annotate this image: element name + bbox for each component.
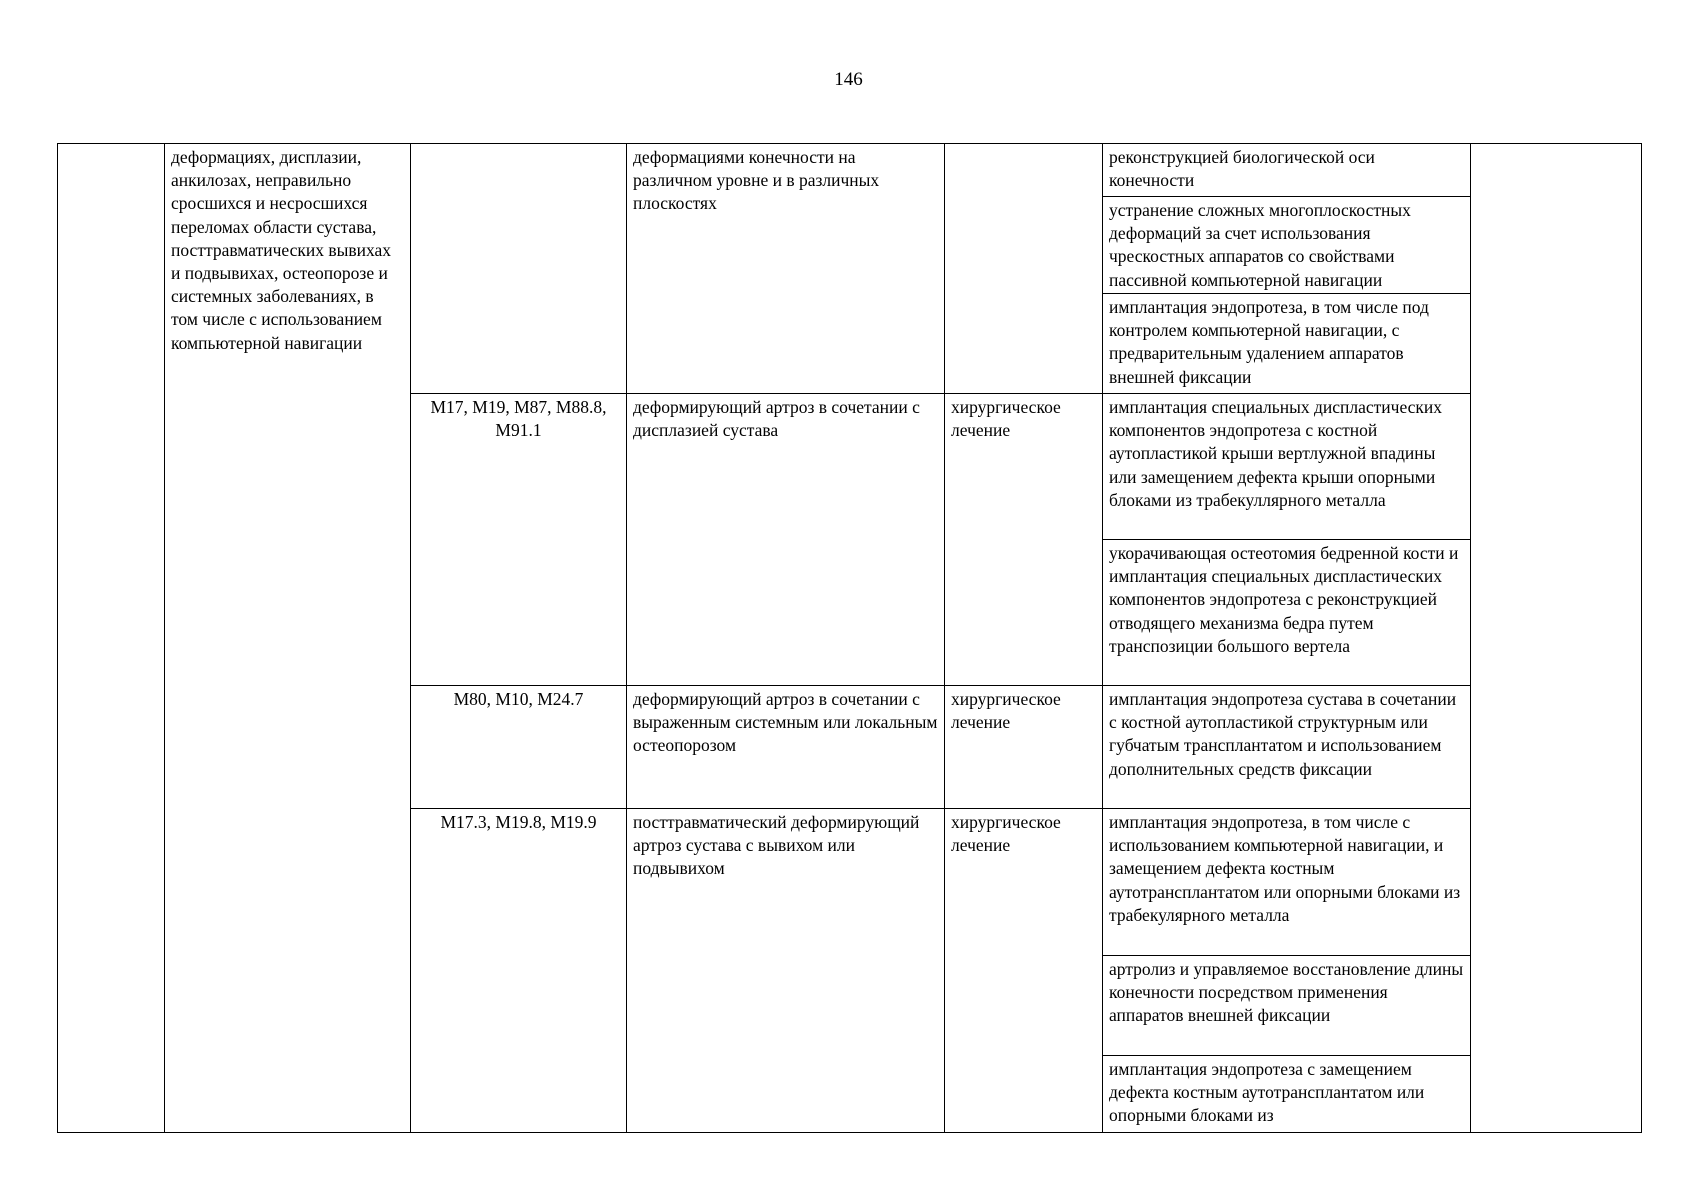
- method-cell: устранение сложных многоплоскостных деформаций за счет использования чрескостных аппаратов со свойствами пассивной компьютерной навигации: [1103, 197, 1471, 294]
- method-cell: имплантация эндопротеза сустава в сочетании с костной аутопластикой структурным или губчатым трансплантатом и использованием дополнительных средств фиксации: [1103, 686, 1471, 809]
- treatment-cell: [945, 144, 1103, 394]
- page-number: 146: [834, 69, 863, 90]
- codes-cell: [411, 144, 627, 394]
- treatment-cell: хирургическое лечение: [945, 394, 1103, 686]
- codes-cell: M17, M19, M87, M88.8, M91.1: [411, 394, 627, 686]
- method-cell: имплантация эндопротеза с замещением дефекта костным аутотрансплантатом или опорными блоками из: [1103, 1056, 1471, 1133]
- method-cell: реконструкцией биологической оси конечности: [1103, 144, 1471, 197]
- method-cell: укорачивающая остеотомия бедренной кости и имплантация специальных диспластических компонентов эндопротеза с реконструкцией отводящего механизма бедра путем транспозиции большого вертела: [1103, 540, 1471, 686]
- model-cell: деформирующий артроз в сочетании с выраженным системным или локальным остеопорозом: [627, 686, 945, 809]
- number-cell: [58, 144, 165, 1133]
- method-cell: имплантация эндопротеза, в том числе с использованием компьютерной навигации, и замещением дефекта костным аутотрансплантатом или опорными блоками из трабекулярного металла: [1103, 809, 1471, 956]
- treatment-cell: хирургическое лечение: [945, 686, 1103, 809]
- method-cell: артролиз и управляемое восстановление длины конечности посредством применения аппаратов внешней фиксации: [1103, 956, 1471, 1056]
- model-cell: деформирующий артроз в сочетании с дисплазией сустава: [627, 394, 945, 686]
- model-cell: деформациями конечности на различном уровне и в различных плоскостях: [627, 144, 945, 394]
- method-cell: имплантация специальных диспластических компонентов эндопротеза с костной аутопластикой крыши вертлужной впадины или замещением дефекта крыши опорными блоками из трабекуллярного металла: [1103, 394, 1471, 540]
- treatment-cell: хирургическое лечение: [945, 809, 1103, 1133]
- method-cell: имплантация эндопротеза, в том числе под контролем компьютерной навигации, с предварительным удалением аппаратов внешней фиксации: [1103, 294, 1471, 394]
- table-row: [58, 144, 1642, 197]
- model-cell: посттравматический деформирующий артроз сустава с вывихом или подвывихом: [627, 809, 945, 1133]
- norm-cell: [1471, 144, 1642, 1133]
- care-methods-table: [57, 143, 1642, 1133]
- codes-cell: M17.3, M19.8, M19.9: [411, 809, 627, 1133]
- codes-cell: M80, M10, M24.7: [411, 686, 627, 809]
- profile-cell: деформациях, дисплазии, анкилозах, неправильно сросшихся и несросшихся переломах области сустава, посттравматических вывихах и подвывихах, остеопорозе и системных заболеваниях, в том числе с использованием компьютерной навигации: [165, 144, 411, 1133]
